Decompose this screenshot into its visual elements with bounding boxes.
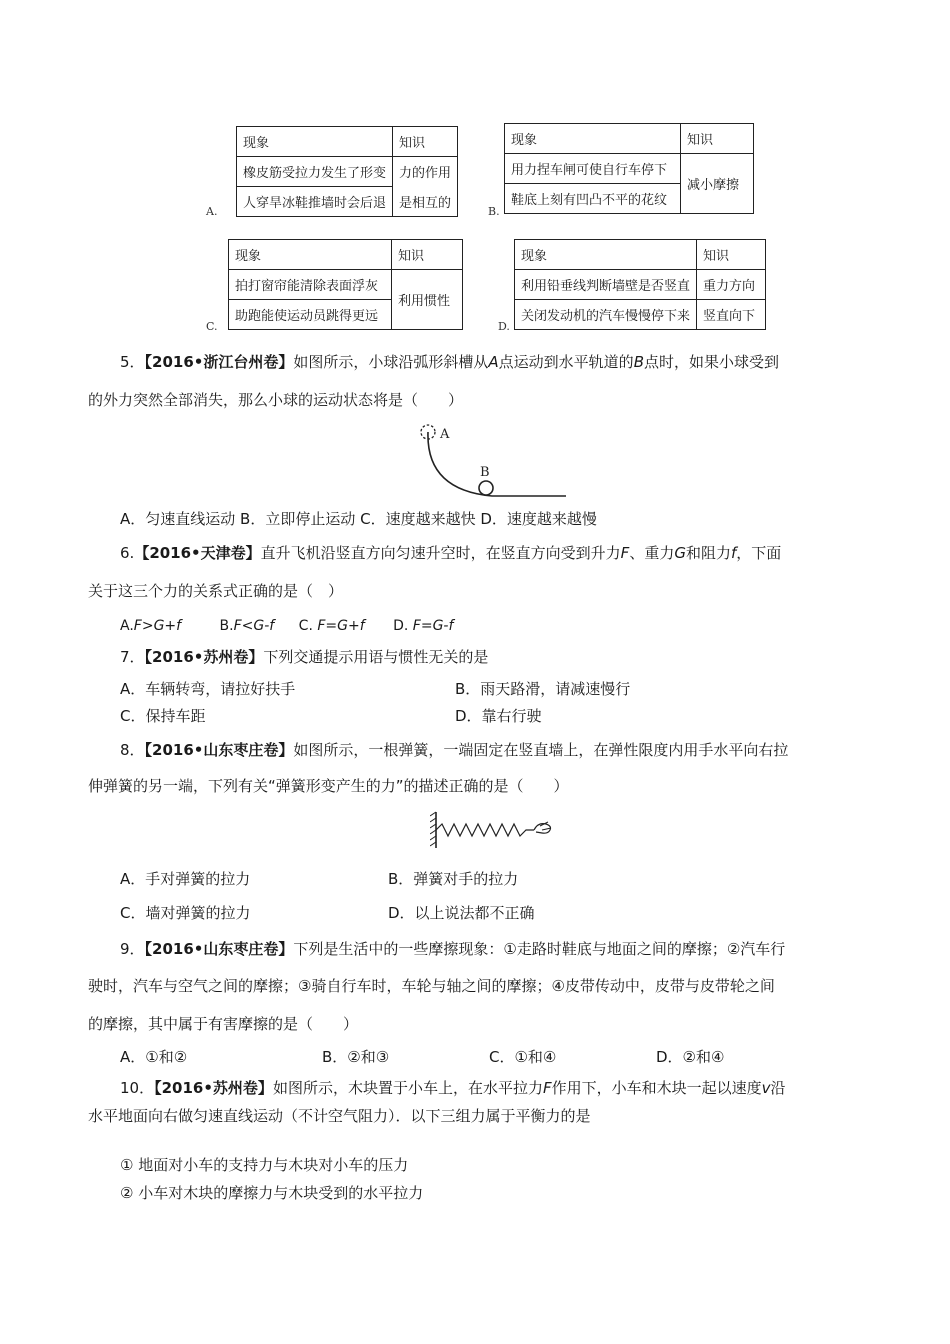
source-tag: 【2016•苏州卷】 [144, 648, 264, 666]
knowledge-line-1: 重力方向 [697, 270, 766, 300]
q6-options [120, 616, 453, 636]
q8-option-d: D．以上说法都不正确 [388, 904, 535, 922]
knowledge-line-2: 是相互的 [393, 187, 458, 217]
option-d: F=G-f [412, 618, 454, 634]
option-b-prefix: B. [219, 618, 234, 634]
stem-text: 沿 [770, 1079, 786, 1097]
arc-track-figure [414, 420, 574, 502]
fig-label-a: A [440, 427, 450, 442]
q6-line-2: 关于这三个力的关系式正确的是（ ） [88, 582, 344, 600]
q8-line-2: 伸弹簧的另一端，下列有关“弹簧形变产生的力”的描述正确的是（ ） [88, 777, 569, 795]
q6-line-1 [120, 543, 781, 563]
option-d-letter: D. [498, 320, 510, 333]
q9-line-3: 的摩擦，其中属于有害摩擦的是（ ） [88, 1015, 359, 1033]
q9-option-c: C．①和④ [489, 1048, 557, 1066]
stem-text: 下列交通提示用语与惯性无关的是 [263, 648, 489, 666]
option-a: F>G+f [133, 618, 182, 634]
question-number: 9． [120, 940, 145, 958]
phenomenon-2: 关闭发动机的汽车慢慢停下来 [515, 300, 697, 330]
source-tag: 【2016•苏州卷】 [154, 1079, 273, 1097]
source-tag: 【2016•山东枣庄卷】 [144, 940, 294, 958]
q9-option-a: A．①和② [120, 1048, 188, 1066]
knowledge: 利用惯性 [392, 270, 463, 330]
q9-line-1 [120, 939, 785, 959]
option-b-table [504, 123, 754, 214]
q10-statement-1: ① 地面对小车的支持力与木块对小车的压力 [120, 1156, 409, 1174]
phenomenon-1: 拍打窗帘能清除表面浮灰 [229, 270, 392, 300]
q5-line-2: 的外力突然全部消失，那么小球的运动状态将是（ ） [88, 391, 464, 409]
stem-text: 点时，如果小球受到 [643, 353, 779, 371]
stem-text: 作用下，小车和木块一起以速度 [551, 1079, 762, 1097]
knowledge: 减小摩擦 [681, 154, 754, 214]
phenomenon-2: 鞋底上刻有凹凸不平的花纹 [505, 184, 681, 214]
q8-option-b: B．弹簧对手的拉力 [388, 870, 519, 888]
stem-text: 下列是生活中的一些摩擦现象：①走路时鞋底与地面之间的摩擦；②汽车行 [293, 940, 786, 958]
var-b: B [633, 353, 644, 371]
stem-text: 和阻力 [685, 544, 731, 562]
phenomenon-1: 用力捏车闸可使自行车停下 [505, 154, 681, 184]
option-b-letter: B. [488, 205, 500, 218]
source-tag: 【2016•天津卷】 [134, 544, 261, 562]
q5-options: A．匀速直线运动 B．立即停止运动 C．速度越来越快 D．速度越来越慢 [120, 510, 597, 528]
fig-label-b: B [480, 465, 490, 480]
stem-text: 点运动到水平轨道的 [498, 353, 634, 371]
question-number: 5． [120, 353, 145, 371]
q8-line-1 [120, 740, 788, 760]
header-phenomenon: 现象 [237, 127, 393, 157]
stem-text: 如图所示，一根弹簧，一端固定在竖直墙上，在弹性限度内用手水平向右拉 [293, 741, 789, 759]
var-g: G [674, 544, 686, 562]
phenomenon-1: 橡皮筋受拉力发生了形变 [237, 157, 393, 187]
q8-option-c: C．墙对弹簧的拉力 [120, 904, 251, 922]
q8-option-a: A．手对弹簧的拉力 [120, 870, 251, 888]
var-f: F [542, 1079, 552, 1097]
q5-line-1 [120, 352, 779, 372]
var-v: v [761, 1079, 771, 1097]
var-f-resist: f [730, 544, 737, 562]
option-a-table [236, 126, 458, 217]
q7-option-c: C．保持车距 [120, 707, 206, 725]
stem-text: ，下面 [736, 544, 782, 562]
option-c-letter: C. [206, 320, 218, 333]
stem-text: 如图所示，木块置于小车上，在水平拉力 [272, 1079, 543, 1097]
phenomenon-2: 人穿旱冰鞋推墙时会后退 [237, 187, 393, 217]
question-number: 8． [120, 741, 145, 759]
header-phenomenon: 现象 [505, 124, 681, 154]
source-tag: 【2016•浙江台州卷】 [144, 353, 294, 371]
option-c-prefix: C. [298, 618, 313, 634]
q9-line-2: 驶时，汽车与空气之间的摩擦；③骑自行车时，车轮与轴之间的摩擦；④皮带传动中，皮带与皮带轮之间 [88, 977, 775, 995]
q7-option-b: B．雨天路滑，请减速慢行 [455, 680, 631, 698]
phenomenon-1: 利用铅垂线判断墙壁是否竖直 [515, 270, 697, 300]
stem-text: 如图所示，小球沿弧形斜槽从 [293, 353, 489, 371]
question-number: 6. [120, 544, 135, 562]
header-knowledge: 知识 [393, 127, 458, 157]
q7-option-a: A．车辆转弯，请拉好扶手 [120, 680, 296, 698]
header-knowledge: 知识 [681, 124, 754, 154]
spring-wall-figure [430, 808, 556, 850]
header-phenomenon: 现象 [515, 240, 697, 270]
question-number: 7． [120, 648, 145, 666]
option-d-prefix: D. [393, 618, 409, 634]
header-knowledge: 知识 [697, 240, 766, 270]
option-a-prefix: A. [120, 618, 134, 634]
q10-line-1 [120, 1078, 786, 1098]
source-tag: 【2016•山东枣庄卷】 [144, 741, 294, 759]
stem-text: 直升飞机沿竖直方向匀速升空时，在竖直方向受到升力 [260, 544, 621, 562]
option-b: F<G-f [233, 618, 275, 634]
q7-option-d: D．靠右行驶 [455, 707, 542, 725]
q9-option-d: D．②和④ [656, 1048, 725, 1066]
var-f-lift: F [620, 544, 630, 562]
q7-stem [120, 647, 488, 667]
q10-line-2: 水平地面向右做匀速直线运动（不计空气阻力）．以下三组力属于平衡力的是 [88, 1107, 591, 1125]
knowledge-line-1: 力的作用 [393, 157, 458, 187]
q9-option-b: B．②和③ [322, 1048, 390, 1066]
var-a: A [488, 353, 499, 371]
knowledge-line-2: 竖直向下 [697, 300, 766, 330]
phenomenon-2: 助跑能使运动员跳得更远 [229, 300, 392, 330]
option-a-letter: A. [206, 205, 218, 218]
q10-statement-2: ② 小车对木块的摩擦力与木块受到的水平拉力 [120, 1184, 424, 1202]
stem-text: 、重力 [629, 544, 675, 562]
header-knowledge: 知识 [392, 240, 463, 270]
option-d-table [514, 239, 766, 330]
option-c-table [228, 239, 463, 330]
header-phenomenon: 现象 [229, 240, 392, 270]
question-number: 10． [120, 1079, 155, 1097]
option-c: F=G+f [317, 618, 365, 634]
